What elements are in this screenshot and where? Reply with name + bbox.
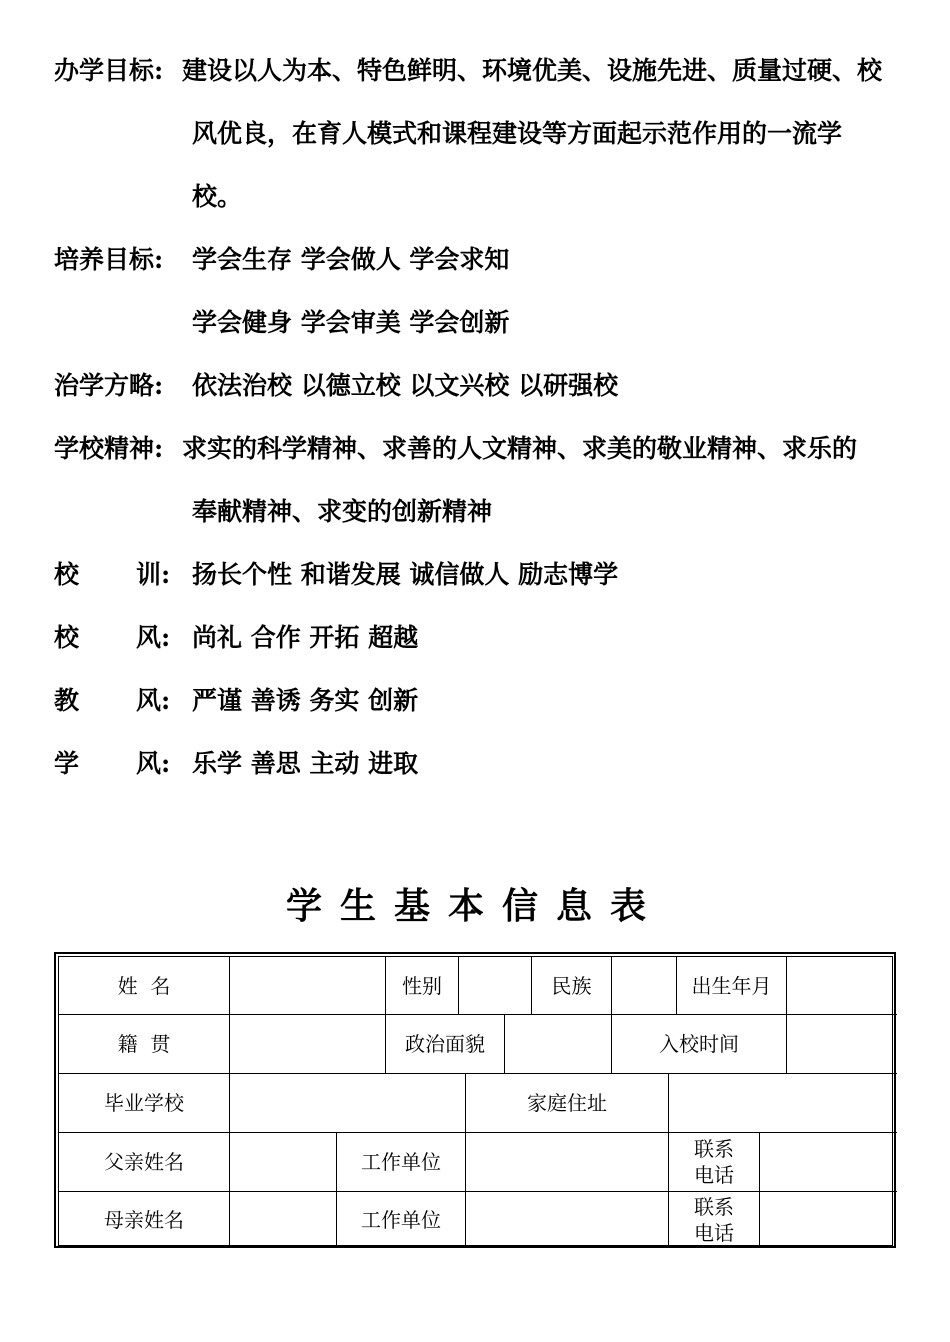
father-phone-input-cell[interactable] [760, 1133, 897, 1192]
mother-work-input-cell[interactable] [466, 1192, 669, 1248]
origin-input-cell[interactable] [230, 1015, 386, 1074]
political-input-cell[interactable] [505, 1015, 612, 1074]
origin-label-cell [59, 1015, 230, 1074]
phone-label: 联系电话 [694, 1195, 734, 1245]
father-label: 父亲姓名 [104, 1150, 184, 1174]
form-title: 学生基本信息表 [285, 885, 664, 927]
mother-work-label-cell [337, 1192, 466, 1248]
motto-value: 求实的科学精神、求善的人文精神、求美的敬业精神、求乐的 [182, 434, 858, 463]
student-info-table [54, 952, 896, 1248]
address-label-cell [466, 1074, 669, 1133]
motto-label-b: 风: [136, 749, 171, 778]
mother-phone-label-cell [669, 1192, 760, 1248]
motto-value: 建设以人为本、特色鲜明、环境优美、设施先进、质量过硬、校 [182, 56, 883, 85]
motto-value: 扬长个性 和谐发展 诚信做人 励志博学 [192, 560, 619, 589]
motto-value-cont: 奉献精神、求变的创新精神 [192, 497, 493, 526]
ethnicity-input-cell[interactable] [612, 957, 677, 1015]
address-label: 家庭住址 [527, 1091, 607, 1115]
address-input-cell[interactable] [669, 1074, 897, 1133]
motto-value: 严谨 善诱 务实 创新 [192, 686, 419, 715]
motto-label-b: 风: [136, 623, 171, 652]
motto-value: 学会生存 学会做人 学会求知 [192, 245, 510, 274]
mother-input-cell[interactable] [230, 1192, 337, 1248]
grad-school-input-cell[interactable] [230, 1074, 466, 1133]
motto-value-cont: 风优良，在育人模式和课程建设等方面起示范作用的一流学 [192, 119, 843, 148]
birth-input-cell[interactable] [787, 957, 897, 1015]
ethnicity-label: 民族 [551, 973, 592, 998]
political-label: 政治面貌 [405, 1032, 485, 1056]
political-label-cell [386, 1015, 505, 1074]
father-input-cell[interactable] [230, 1133, 337, 1192]
father-work-input-cell[interactable] [466, 1133, 669, 1192]
father-phone-label-cell [669, 1133, 760, 1192]
name-label: 姓 名 [117, 973, 171, 998]
motto-value: 尚礼 合作 开拓 超越 [192, 623, 419, 652]
mother-label: 母亲姓名 [104, 1208, 184, 1232]
grad-school-label-cell [59, 1074, 230, 1133]
motto-label: 培养目标: [54, 245, 164, 274]
motto-value-cont: 校。 [192, 182, 243, 211]
mother-phone-input-cell[interactable] [760, 1192, 897, 1248]
table-body [58, 956, 893, 1246]
phone-label: 联系电话 [694, 1137, 734, 1187]
enroll-input-cell[interactable] [787, 1015, 897, 1074]
origin-label: 籍 贯 [117, 1032, 171, 1056]
motto-label-b: 风: [136, 686, 171, 715]
grad-school-label: 毕业学校 [104, 1091, 184, 1115]
mother-label-cell [59, 1192, 230, 1248]
motto-label: 办学目标: [54, 56, 164, 85]
work-unit-label: 工作单位 [361, 1150, 441, 1174]
father-work-label-cell [337, 1133, 466, 1192]
motto-label-a: 教 [54, 686, 80, 715]
motto-value: 乐学 善思 主动 进取 [192, 749, 419, 778]
enroll-label: 入校时间 [659, 1032, 739, 1056]
motto-value-cont: 学会健身 学会审美 学会创新 [192, 308, 510, 337]
motto-value: 依法治校 以德立校 以文兴校 以研强校 [192, 371, 619, 400]
motto-label-a: 校 [54, 560, 80, 589]
ethnicity-label-cell [532, 957, 612, 1015]
birth-label: 出生年月 [691, 973, 772, 998]
gender-label-cell [386, 957, 459, 1015]
birth-label-cell [677, 957, 787, 1015]
motto-label-a: 校 [54, 623, 80, 652]
work-unit-label: 工作单位 [361, 1208, 441, 1232]
enroll-label-cell [612, 1015, 787, 1074]
gender-label: 性别 [402, 973, 442, 998]
motto-label-b: 训: [136, 560, 171, 589]
motto-label: 学校精神: [54, 434, 164, 463]
father-label-cell [59, 1133, 230, 1192]
name-input-cell[interactable] [230, 957, 386, 1015]
name-label-cell [59, 957, 230, 1015]
motto-label: 治学方略: [54, 371, 164, 400]
motto-label-a: 学 [54, 749, 80, 778]
gender-input-cell[interactable] [459, 957, 532, 1015]
